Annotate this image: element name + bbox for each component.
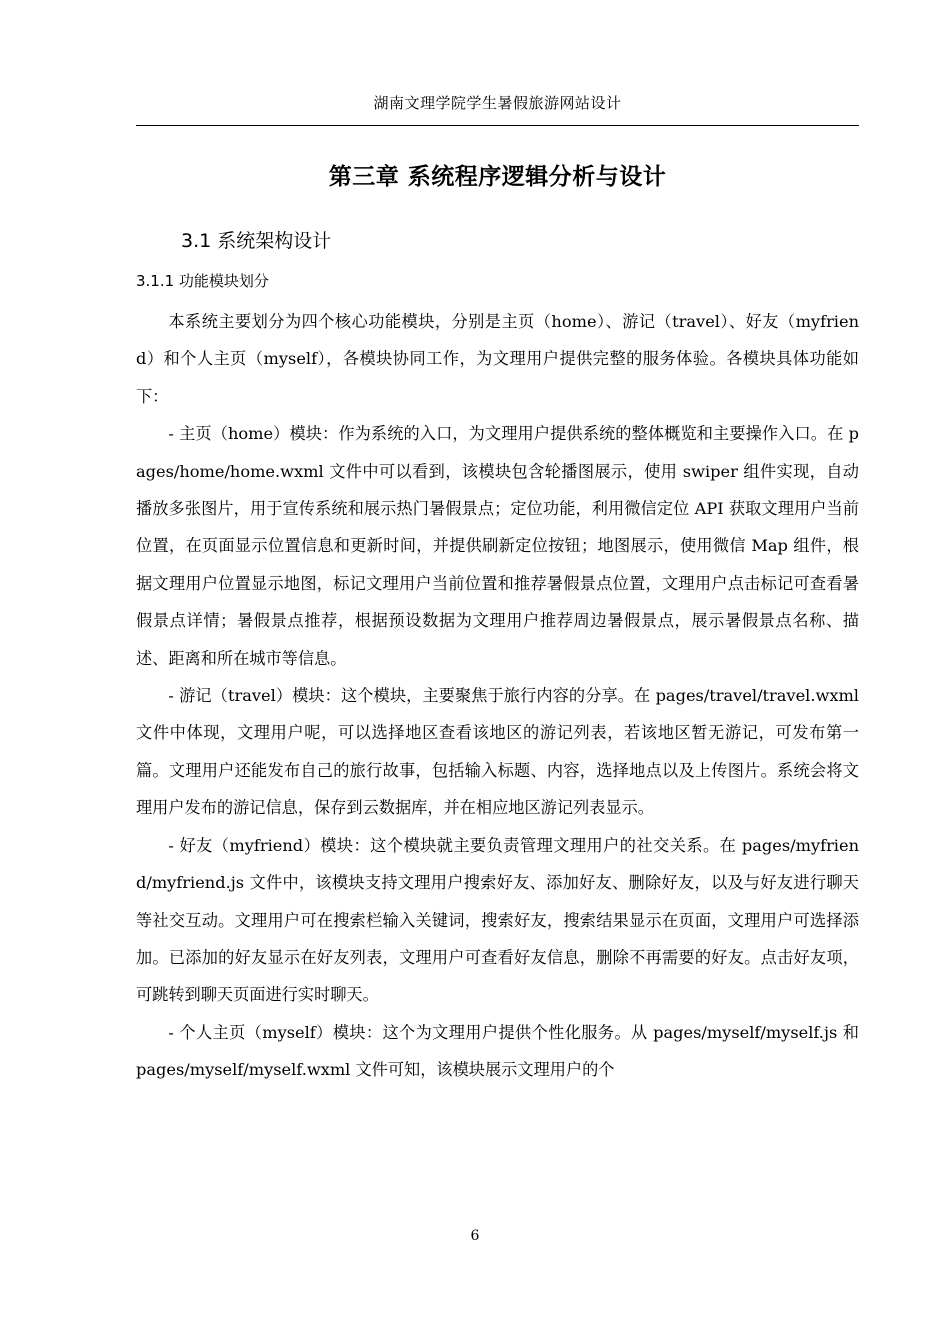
section-title: 3.1 系统架构设计 — [181, 230, 332, 252]
paragraph-travel-module: - 游记（travel）模块：这个模块，主要聚焦于旅行内容的分享。在 pages/travel/travel.wxml 文件中体现，文理用户呢，可以选择地区查看该地区的游记列表，若该地区暂无游记，可发布第一篇。文理用户还能发布自己的旅行故事，包括输入标题、内容，选择地点以及上传图片。系统会将文理用户发布的游记信息，保存到云数据库，并在相应地区游记列表显示。 — [136, 686, 859, 818]
paragraph-home-module: - 主页（home）模块：作为系统的入口，为文理用户提供系统的整体概览和主要操作入口。在 pages/home/home.wxml 文件中可以看到，该模块包含轮播图展示，使用 swiper 组件实现，自动播放多张图片，用于宣传系统和展示热门暑假景点；定位功能，利用微信定位 API 获取文理用户当前位置，在页面显示位置信息和更新时间，并提供刷新定位按钮；地图展示，使用微信 Map 组件，根据文理用户位置显示地图，标记文理用户当前位置和推荐暑假景点位置，文理用户点击标记可查看暑假景点详情；暑假景点推荐，根据预设数据为文理用户推荐周边暑假景点，展示暑假景点名称、描述、距离和所在城市等信息。 — [136, 424, 859, 668]
paragraph-myfriend-module: - 好友（myfriend）模块：这个模块就主要负责管理文理用户的社交关系。在 pages/myfriend/myfriend.js 文件中，该模块支持文理用户搜索好友、添加好友、删除好友，以及与好友进行聊天等社交互动。文理用户可在搜索栏输入关键词，搜索好友，搜索结果显示在页面，文理用户可选择添加。已添加的好友显示在好友列表，文理用户可查看好友信息，删除不再需要的好友。点击好友项，可跳转到聊天页面进行实时聊天。 — [136, 835, 859, 1005]
page-number: 6 — [470, 1228, 480, 1244]
header-divider — [136, 125, 859, 126]
body-text — [136, 303, 859, 1089]
chapter-title: 第三章 系统程序逻辑分析与设计 — [328, 164, 667, 190]
paragraph-myself-module: - 个人主页（myself）模块：这个为文理用户提供个性化服务。从 pages/myself/myself.js 和 pages/myself/myself.wxml 文件可知，该模块展示文理用户的个 — [136, 1022, 859, 1080]
paragraph-intro: 本系统主要划分为四个核心功能模块，分别是主页（home）、游记（travel）、好友（myfriend）和个人主页（myself），各模块协同工作，为文理用户提供完整的服务体验。各模块具体功能如下： — [136, 312, 859, 406]
running-header: 湖南文理学院学生暑假旅游网站设计 — [373, 94, 622, 112]
subsection-title: 3.1.1 功能模块划分 — [136, 272, 269, 290]
